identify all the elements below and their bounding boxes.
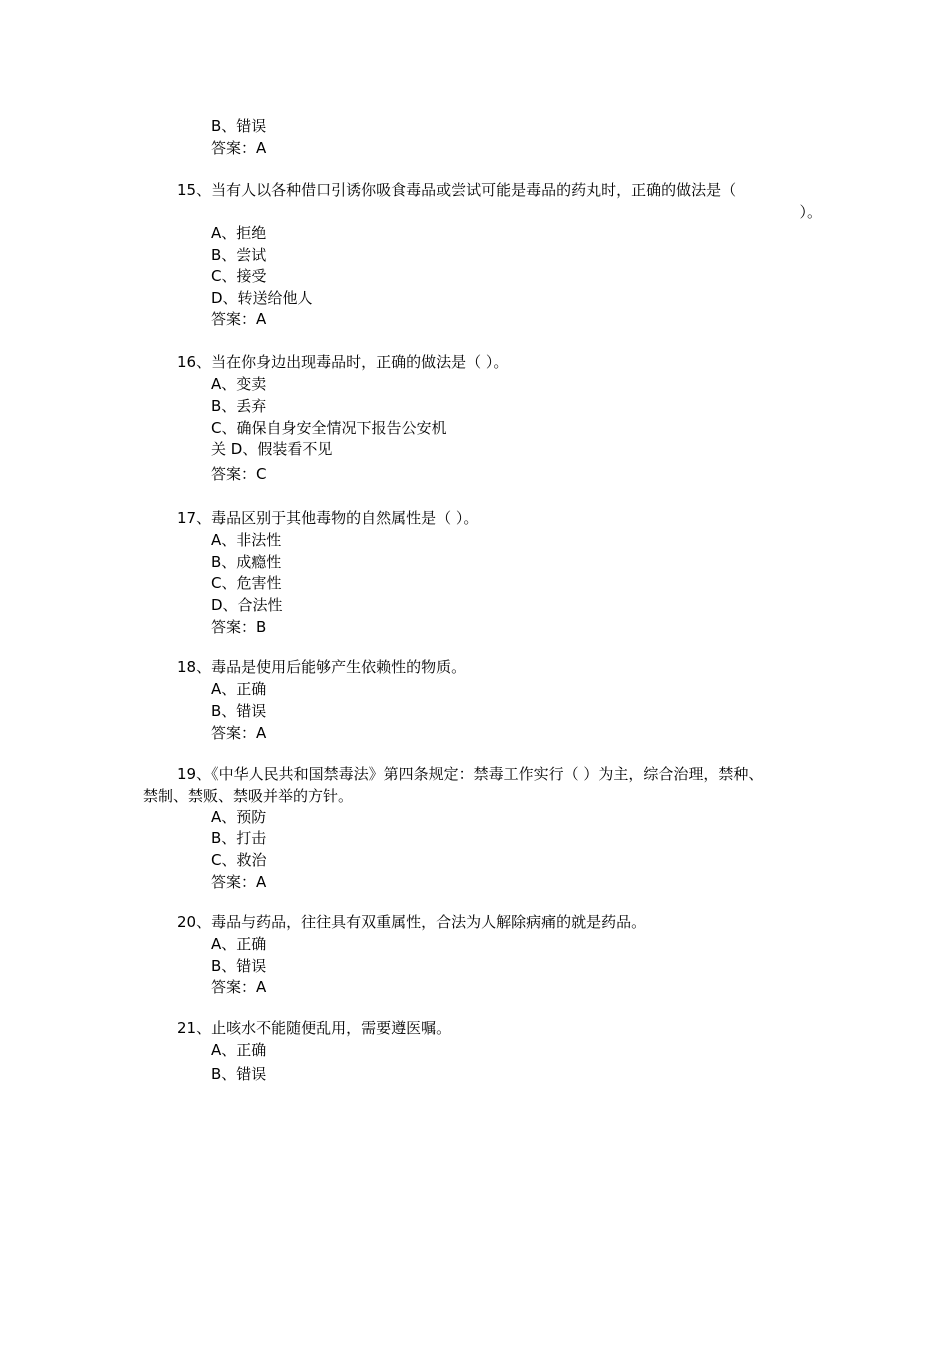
question-18-answer: 答案：A: [211, 724, 267, 742]
question-16-stem: 16、当在你身边出现毒品时，正确的做法是（ ）。: [177, 353, 509, 371]
question-15-option-c: C、接受: [211, 267, 267, 285]
question-17-option-c: C、危害性: [211, 574, 282, 592]
question-16-option-d: 关 D、假装看不见: [211, 440, 333, 458]
question-16-option-a: A、变卖: [211, 375, 267, 393]
question-19-answer: 答案：A: [211, 873, 267, 891]
question-21-option-a: A、正确: [211, 1041, 267, 1059]
question-19-option-b: B、打击: [211, 829, 267, 847]
question-16-answer: 答案：C: [211, 465, 267, 483]
question-21-option-b: B、错误: [211, 1065, 267, 1083]
question-18-option-a: A、正确: [211, 680, 267, 698]
question-15-option-b: B、尝试: [211, 246, 267, 264]
option-b: B、错误: [211, 117, 267, 135]
question-20-option-a: A、正确: [211, 935, 267, 953]
question-17-option-d: D、合法性: [211, 596, 283, 614]
question-17-option-a: A、非法性: [211, 531, 282, 549]
question-20-stem: 20、毒品与药品，往往具有双重属性，合法为人解除病痛的就是药品。: [177, 913, 647, 931]
question-19-option-a: A、预防: [211, 808, 267, 826]
question-16-option-c: C、确保自身安全情况下报告公安机: [211, 419, 447, 437]
question-17-answer: 答案：B: [211, 618, 267, 636]
question-15-option-d: D、转送给他人: [211, 289, 313, 307]
question-18-stem: 18、毒品是使用后能够产生依赖性的物质。: [177, 658, 467, 676]
question-16-option-b: B、丢弃: [211, 397, 267, 415]
question-17-stem: 17、毒品区别于其他毒物的自然属性是（ ）。: [177, 509, 479, 527]
question-15-option-a: A、拒绝: [211, 224, 267, 242]
question-20-answer: 答案：A: [211, 978, 267, 996]
answer: 答案：A: [211, 139, 267, 157]
question-21-stem: 21、止咳水不能随便乱用，需要遵医嘱。: [177, 1019, 452, 1037]
question-19-stem: 19、《中华人民共和国禁毒法》第四条规定：禁毒工作实行（ ）为主，综合治理，禁种、: [177, 765, 764, 783]
question-19-stem-tail: 禁制、禁贩、禁吸并举的方针。: [143, 787, 354, 805]
question-18-option-b: B、错误: [211, 702, 267, 720]
question-15-answer: 答案：A: [211, 310, 267, 328]
question-17-option-b: B、成瘾性: [211, 553, 282, 571]
question-20-option-b: B、错误: [211, 957, 267, 975]
question-15-stem-tail: ）。: [799, 203, 822, 221]
question-19-option-c: C、救治: [211, 851, 267, 869]
question-15-stem: 15、当有人以各种借口引诱你吸食毒品或尝试可能是毒品的药丸时，正确的做法是（: [177, 181, 737, 199]
